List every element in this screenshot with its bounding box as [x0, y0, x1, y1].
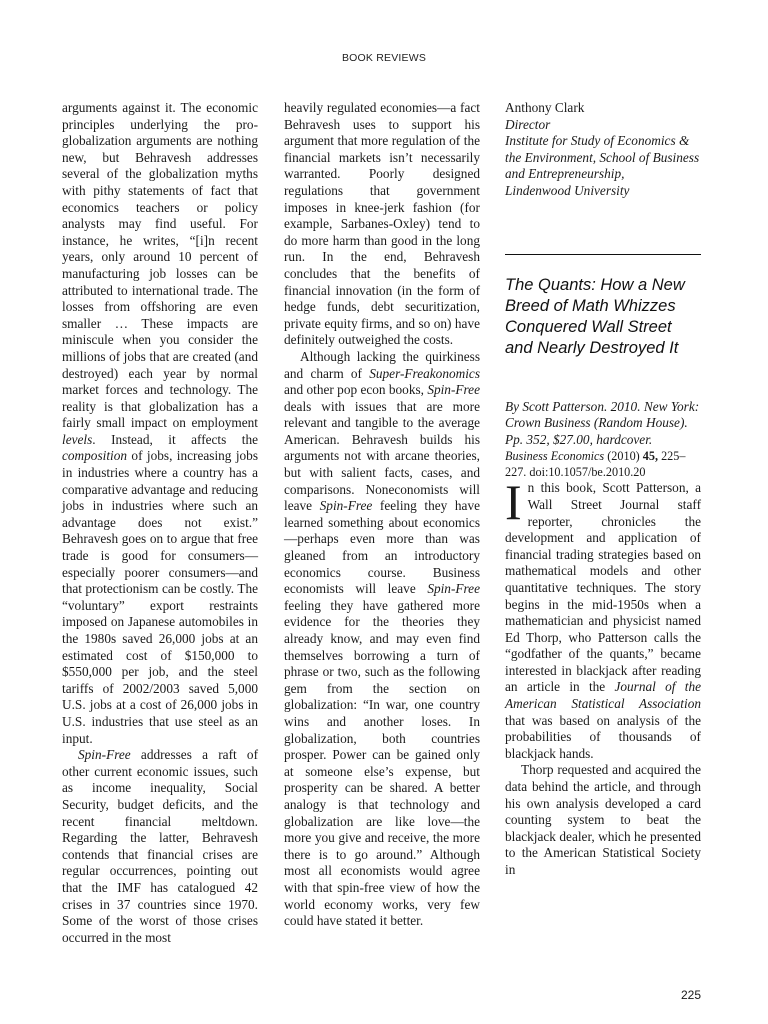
book-byline: By Scott Patterson. 2010. New York: Crown Business (Random House). Pp. 352, $27.00, hardcover.	[505, 398, 700, 447]
reviewer-signature	[505, 100, 701, 200]
reviewer-name: Anthony Clark	[505, 100, 585, 115]
paragraph: Thorp requested and acquired the data behind the article, and through his own analysis developed a card counting system to beat the blackjack dealer, which he presented to the American Statistical Society in	[505, 762, 701, 877]
paragraph: arguments against it. The economic principles underlying the pro-globalization arguments are nothing new, but Behravesh addresses several of the globalization myths with pithy statements of fact that economics teachers or policy analysts may find useful. For instance, he writes, “[i]n recent years, only around 10 percent of manufacturing job losses can be attributed to international trade. The losses from offshoring are even smaller … These impacts are miniscule when you consider the millions of jobs that are created (and destroyed) each year by normal market forces and technology. The reality is that globalization has a fairly small impact on employment levels. Instead, it affects the composition of jobs, increasing jobs in industries where a country has a comparative advantage and reducing jobs in industries where such an advantage does not exist.” Behravesh goes on to argue that free trade is good for consumers—especially poorer consumers—and that protectionism can be costly. The “voluntary” export restraints imposed on Japanese automobiles in the 1980s saved 26,000 jobs at an estimated cost of $150,000 to $550,000 per job, and the steel tariffs of 2002/2003 saved 5,000 U.S. jobs at a cost of 26,000 jobs in U.S. industries that use steel as an input.	[62, 100, 258, 746]
paragraph: In this book, Scott Patterson, a Wall Street Journal staff reporter, chronicles the development and application of financial trading strategies based on mathematical models and other quantitative techniques. The story begins in the mid-1950s when a mathematician and physicist named Ed Thorp, who Patterson calls the “godfather of the quants,” became interested in blackjack after reading an article in the Journal of the American Statistical Association that was based on analysis of the probabilities of thousands of blackjack hands.	[505, 474, 701, 761]
section-divider	[505, 254, 701, 255]
running-head: BOOK REVIEWS	[341, 52, 427, 64]
column-middle	[284, 100, 480, 930]
reviewer-institute: Institute for Study of Economics & the Environment, School of Business and Entrepreneurship,	[505, 133, 700, 182]
page-number: 225	[680, 988, 701, 1002]
column-right	[505, 100, 701, 879]
paragraph: heavily regulated economies—a fact Behravesh uses to support his argument that more regulation of the financial markets isn’t necessarily warranted. Poorly designed regulations that government imposes in knee-jerk fashion (for example, Sarbanes-Oxley) tend to do more harm than good in the long run. In the end, Behravesh concludes that the benefits of financial innovation (in the form of hedge funds, debt securitization, private equity firms, and so on) have definitely outweighed the costs.	[284, 100, 480, 348]
reviewer-title: Director	[505, 116, 551, 132]
paragraph: Although lacking the quirkiness and charm of Super-Freakonomics and other pop econ books, Spin-Free deals with issues that are more relevant and tangible to the average American. Behravesh builds his arguments not with arcane theories, but with salient facts, cases, and comparisons. Noneconomists will leave Spin-Free feeling they have learned something about economics—perhaps even more than was gleaned from an introductory economics course. Business economists will leave Spin-Free feeling they have gathered more evidence for the theories they already know, and may even find themselves borrowing a turn of phrase or two, such as the following gem from the section on globalization: “In war, one country wins and another loses. In globalization, both countries prosper. Power can be gained only at someone else’s expense, but prosperity can be shared. A better analogy is that technology and globalization are like love—the more you give and receive, the more there is to go around.” Although most all economists would agree with that spin-free view of how the world economy works, very few could have stated it better.	[284, 348, 480, 929]
drop-cap: I	[505, 474, 522, 531]
column-left	[62, 100, 258, 946]
paragraph: Spin-Free addresses a raft of other current economic issues, such as income inequality, Social Security, budget deficits, and the recent financial meltdown. Regarding the latter, Behravesh contends that financial crises are regular occurrences, pointing out that the IMF has catalogued 42 crises in 37 countries since 1970. Some of the worst of those crises occurred in the most	[62, 747, 258, 945]
book-title: The Quants: How a New Breed of Math Whizzes Conquered Wall Street and Nearly Destroyed It	[505, 275, 685, 357]
citation: Business Economics (2010) 45, 225–227. doi:10.1057/be.2010.20	[505, 449, 686, 480]
reviewer-university: Lindenwood University	[505, 182, 630, 198]
